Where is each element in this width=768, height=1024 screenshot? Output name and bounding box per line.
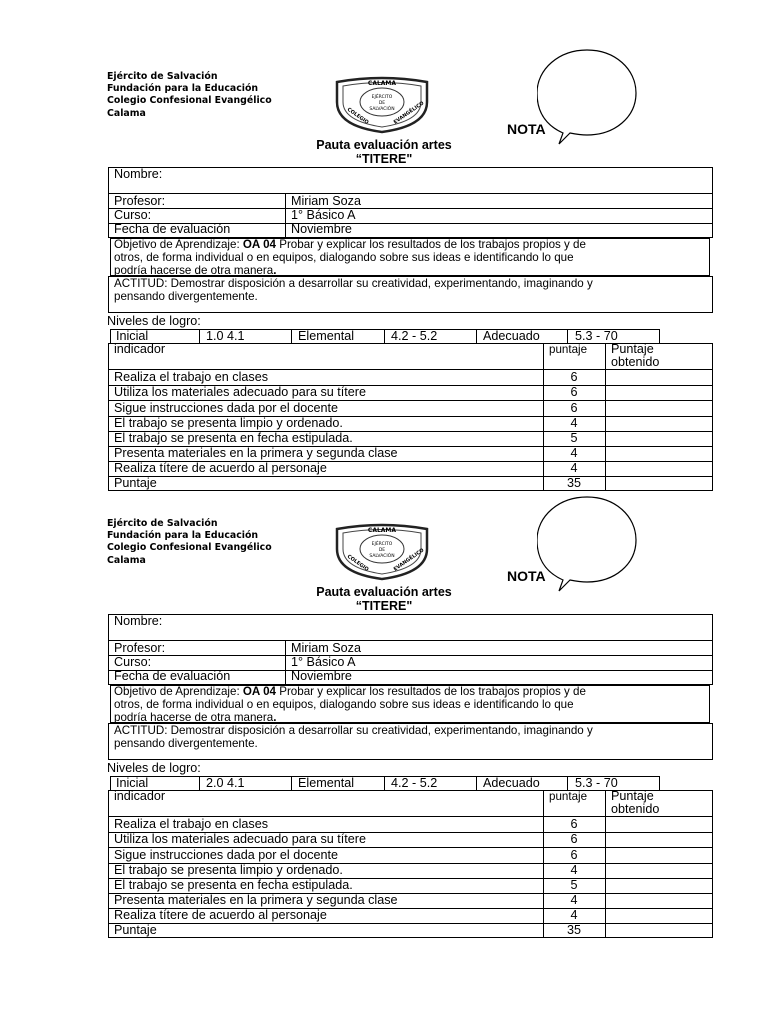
score-cell: 5 xyxy=(570,431,578,445)
score-cell: 6 xyxy=(570,401,578,415)
indicator-cell: El trabajo se presenta en fecha estipulada. xyxy=(114,431,353,445)
indicator-cell: Utiliza los materiales adecuado para su títere xyxy=(114,385,367,399)
indicator-cell: El trabajo se presenta limpio y ordenado. xyxy=(114,863,343,877)
total-score: 35 xyxy=(566,923,581,937)
indicator-cell: Presenta materiales en la primera y segunda clase xyxy=(114,446,398,460)
indicator-cell: Realiza títere de acuerdo al personaje xyxy=(114,908,327,922)
date-value: Noviembre xyxy=(291,669,352,683)
institution-line: Fundación para la Educación xyxy=(107,83,259,95)
name-label: Nombre: xyxy=(114,167,163,181)
achievement-levels-label: Niveles de logro: xyxy=(107,761,201,775)
score-cell: 6 xyxy=(570,832,578,846)
date-label: Fecha de evaluación xyxy=(114,222,231,236)
level-name: Adecuado xyxy=(483,329,540,343)
grade-speech-bubble xyxy=(537,496,637,594)
form-title: Pauta evaluación artes xyxy=(316,138,452,152)
institution-line: Colegio Confesional Evangélico xyxy=(107,95,272,107)
level-name: Inicial xyxy=(116,329,149,343)
score-header: puntaje xyxy=(549,790,588,803)
score-cell: 6 xyxy=(570,848,578,862)
logo-text-top: CALAMA xyxy=(367,527,397,534)
achievement-levels-label: Niveles de logro: xyxy=(107,314,201,328)
score-cell: 4 xyxy=(570,893,578,907)
indicator-cell: Sigue instrucciones dada por el docente xyxy=(114,848,339,862)
logo-text-left: COLEGIO xyxy=(345,553,370,573)
institution-line: Colegio Confesional Evangélico xyxy=(107,542,272,554)
indicator-cell: El trabajo se presenta en fecha estipulada. xyxy=(114,878,353,892)
level-range: 4.2 - 5.2 xyxy=(391,329,438,343)
teacher-value: Miriam Soza xyxy=(291,194,361,208)
grade-label: NOTA xyxy=(507,568,546,584)
evaluation-form xyxy=(0,447,768,937)
obtained-score-header: Puntaje obtenido xyxy=(611,342,660,369)
logo-text-right: EVANGÉLICO xyxy=(392,100,426,126)
attitude-text: ACTITUD: Demostrar disposición a desarrollar su creatividad, experimentando, imaginando y pensando divergentemente. xyxy=(114,277,593,303)
date-value: Noviembre xyxy=(291,222,352,236)
logo-text-center: EJÉRCITO xyxy=(371,95,393,100)
school-logo xyxy=(333,74,431,134)
score-cell: 4 xyxy=(570,416,578,430)
score-cell: 4 xyxy=(570,461,578,475)
logo-text-center: SALVACIÓN xyxy=(369,554,395,559)
score-cell: 6 xyxy=(570,385,578,399)
institution-header xyxy=(107,71,272,120)
logo-text-center: EJÉRCITO xyxy=(371,542,393,547)
institution-line: Ejército de Salvación xyxy=(107,518,218,529)
logo-text-center: DE xyxy=(378,101,386,106)
grade-speech-bubble xyxy=(537,49,637,147)
name-label: Nombre: xyxy=(114,614,163,628)
school-logo xyxy=(333,521,431,581)
institution-line: Fundación para la Educación xyxy=(107,530,259,542)
score-header: puntaje xyxy=(549,343,588,356)
teacher-label: Profesor: xyxy=(114,641,166,655)
level-range: 1.0 4.1 xyxy=(206,329,245,343)
score-cell: 6 xyxy=(570,370,578,384)
attitude-text: ACTITUD: Demostrar disposición a desarrollar su creatividad, experimentando, imaginando y pensando divergentemente. xyxy=(114,724,593,750)
obtained-score-header: Puntaje obtenido xyxy=(611,789,660,816)
score-cell: 4 xyxy=(570,446,578,460)
logo-text-right: EVANGÉLICO xyxy=(392,547,426,573)
level-range: 4.2 - 5.2 xyxy=(391,776,438,790)
indicator-cell: Realiza el trabajo en clases xyxy=(114,370,269,384)
level-range: 5.3 - 70 xyxy=(575,776,618,790)
indicator-cell: Presenta materiales en la primera y segunda clase xyxy=(114,893,398,907)
grade-label: NOTA xyxy=(507,121,546,137)
level-name: Elemental xyxy=(298,329,355,343)
teacher-value: Miriam Soza xyxy=(291,641,361,655)
total-label: Puntaje xyxy=(114,476,157,490)
course-value: 1° Básico A xyxy=(291,655,356,669)
score-cell: 4 xyxy=(570,908,578,922)
total-label: Puntaje xyxy=(114,923,157,937)
level-name: Adecuado xyxy=(483,776,540,790)
indicator-header: indicador xyxy=(114,342,166,356)
institution-line: Ejército de Salvación xyxy=(107,71,218,82)
date-label: Fecha de evaluación xyxy=(114,669,231,683)
indicator-cell: El trabajo se presenta limpio y ordenado. xyxy=(114,416,343,430)
score-cell: 4 xyxy=(570,863,578,877)
score-cell: 5 xyxy=(570,878,578,892)
course-label: Curso: xyxy=(114,655,152,669)
level-range: 2.0 4.1 xyxy=(206,776,245,790)
learning-objective-text: Objetivo de Aprendizaje: OA 04 Probar y explicar los resultados de los trabajos propios y de otros, de forma individual o en equipos, dialogando sobre sus ideas e identificando lo que podría hacerse de otra manera. xyxy=(114,685,586,724)
form-title: Pauta evaluación artes xyxy=(316,585,452,599)
indicator-cell: Utiliza los materiales adecuado para su títere xyxy=(114,832,367,846)
logo-text-left: COLEGIO xyxy=(345,106,370,126)
level-name: Inicial xyxy=(116,776,149,790)
indicator-header: indicador xyxy=(114,789,166,803)
indicator-cell: Realiza títere de acuerdo al personaje xyxy=(114,461,327,475)
institution-line: Calama xyxy=(107,554,146,566)
course-label: Curso: xyxy=(114,208,152,222)
evaluation-form xyxy=(0,0,768,490)
logo-text-center: SALVACIÓN xyxy=(369,107,395,112)
form-subtitle: “TITERE" xyxy=(355,599,413,613)
form-subtitle: “TITERE" xyxy=(355,152,413,166)
learning-objective-text: Objetivo de Aprendizaje: OA 04 Probar y explicar los resultados de los trabajos propios y de otros, de forma individual o en equipos, dialogando sobre sus ideas e identificando lo que podría hacerse de otra manera. xyxy=(114,238,586,277)
institution-header xyxy=(107,518,272,567)
indicator-cell: Realiza el trabajo en clases xyxy=(114,817,269,831)
score-cell: 6 xyxy=(570,817,578,831)
logo-text-center: DE xyxy=(378,548,386,553)
teacher-label: Profesor: xyxy=(114,194,166,208)
total-score: 35 xyxy=(566,476,581,490)
indicator-cell: Sigue instrucciones dada por el docente xyxy=(114,401,339,415)
level-name: Elemental xyxy=(298,776,355,790)
level-range: 5.3 - 70 xyxy=(575,329,618,343)
institution-line: Calama xyxy=(107,107,146,119)
course-value: 1° Básico A xyxy=(291,208,356,222)
logo-text-top: CALAMA xyxy=(367,80,397,87)
